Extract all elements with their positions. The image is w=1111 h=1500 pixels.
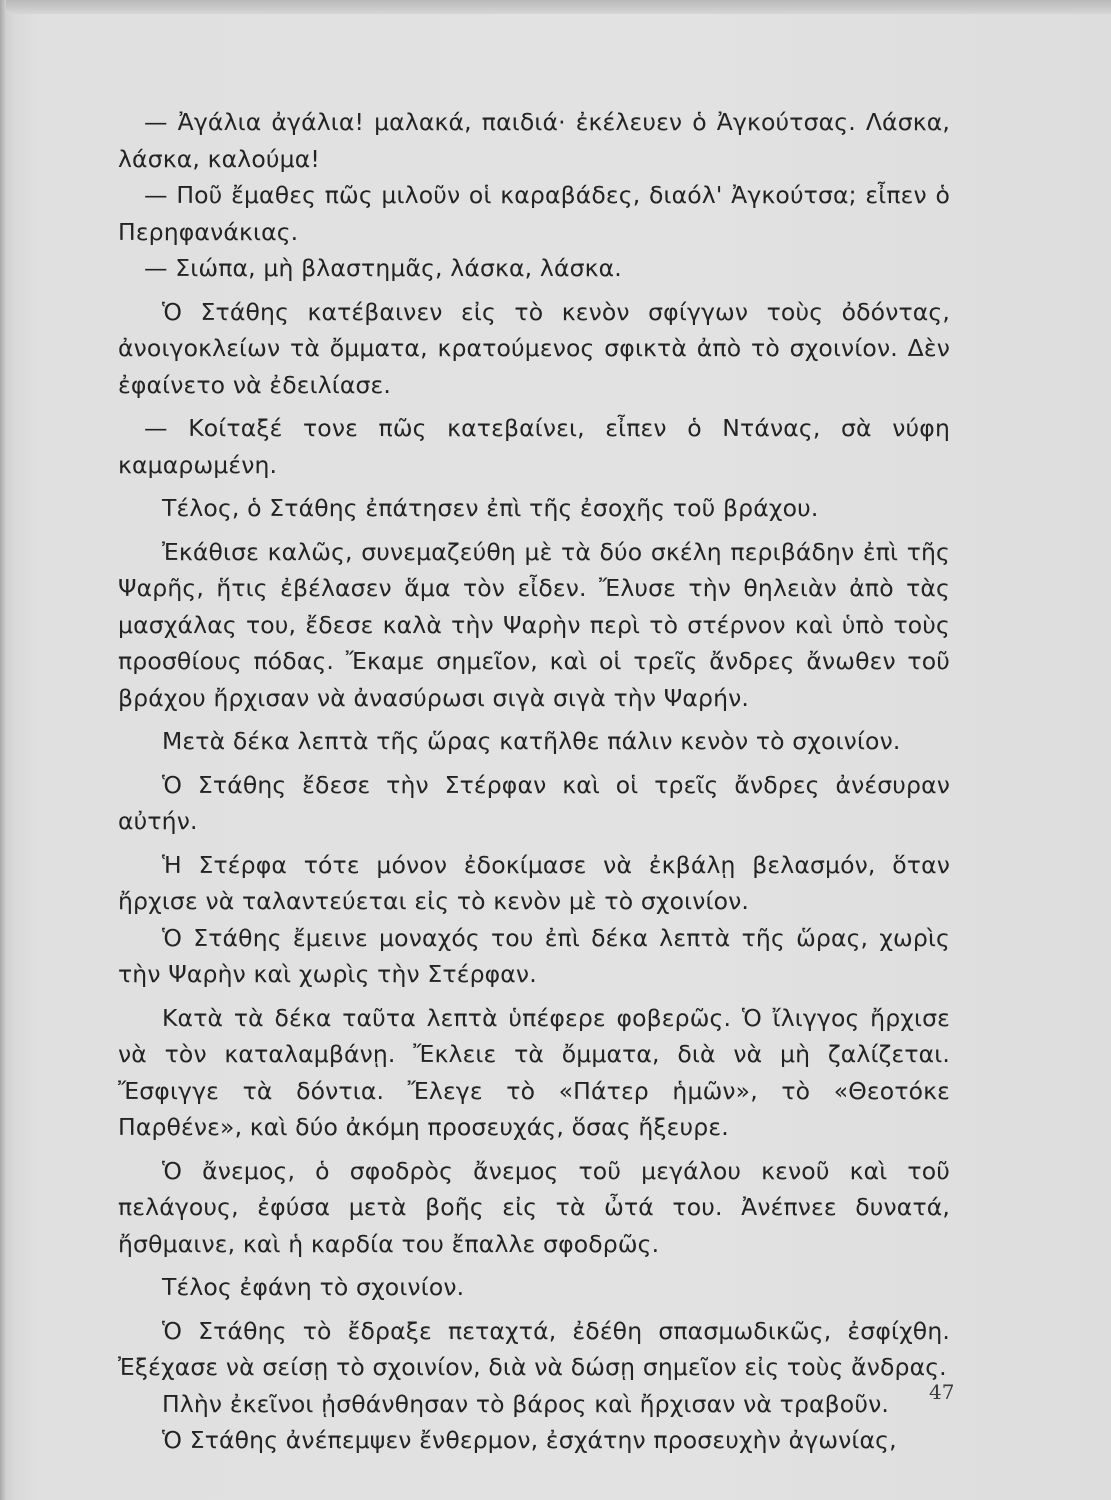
paragraph-6: Τέλος, ὁ Στάθης ἐπάτησεν ἐπὶ τῆς ἐσοχῆς τοῦ βράχου. — [162, 494, 819, 522]
paragraph-16: Πλὴν ἐκεῖνοι ᾐσθάνθησαν τὸ βάρος καὶ ἤρχισαν νὰ τραβοῦν. — [162, 1389, 889, 1418]
paragraph-14: Τέλος ἐφάνη τὸ σχοινίον. — [162, 1273, 465, 1301]
paragraph-8: Μετὰ δέκα λεπτὰ τῆς ὥρας κατῆλθε πάλιν κενὸν τὸ σχοινίον. — [162, 727, 901, 755]
paragraph-11: Ὁ Στάθης ἔμεινε μοναχός του ἐπὶ δέκα λεπτὰ τῆς ὥρας, χωρὶς τὴν Ψαρὴν καὶ χωρὶς τὴν Στέρφαν. — [118, 923, 950, 988]
paragraph-15: Ὁ Στάθης τὸ ἔδραξε πεταχτά, ἐδέθη σπασμωδικῶς, ἐσφίχθη. Ἐξέχασε νὰ σείσῃ τὸ σχοινίον, διὰ νὰ δώσῃ σημεῖον εἰς τοὺς ἄνδρας. — [118, 1316, 950, 1381]
paragraph-3: — Σιώπα, μὴ βλαστημᾶς, λάσκα, λάσκα. — [144, 254, 622, 282]
body-text — [118, 104, 950, 1459]
paragraph-7: Ἐκάθισε καλῶς, συνεμαζεύθη μὲ τὰ δύο σκέλη περιβάδην ἐπὶ τῆς Ψαρῆς, ἥτις ἐβέλασεν ἅμα τὸν εἶδεν. Ἔλυσε τὴν θηλειὰν ἀπὸ τὰς μασχάλας του, ἔδεσε καλὰ τὴν Ψαρὴν περὶ τὸ στέρνον καὶ ὑπὸ τοὺς προσθίους πόδας. Ἔκαμε σημεῖον, καὶ οἱ τρεῖς ἄνδρες ἄνωθεν τοῦ βράχου ἤρχισαν νὰ ἀνασύρωσι σιγὰ σιγὰ τὴν Ψαρήν. — [118, 537, 950, 712]
paragraph-12: Κατὰ τὰ δέκα ταῦτα λεπτὰ ὑπέφερε φοβερῶς. Ὁ ἴλιγγος ἤρχισε νὰ τὸν καταλαμβάνῃ. Ἔκλειε τὰ ὄμματα, διὰ νὰ μὴ ζαλίζεται. Ἔσφιγγε τὰ δόντια. Ἔλεγε τὸ «Πάτερ ἡμῶν», τὸ «Θεοτόκε Παρθένε», καὶ δύο ἀκόμη προσευχάς, ὅσας ἤξευρε. — [118, 1003, 950, 1141]
paragraph-9: Ὁ Στάθης ἔδεσε τὴν Στέρφαν καὶ οἱ τρεῖς ἄνδρες ἀνέσυραν αὐτήν. — [118, 770, 950, 835]
paragraph-1: — Ἀγάλια ἀγάλια! μαλακά, παιδιά· ἐκέλευεν ὁ Ἀγκούτσας. Λάσκα, λάσκα, καλούμα! — [118, 108, 950, 173]
paragraph-17: Ὁ Στάθης ἀνέπεμψεν ἔνθερμον, ἐσχάτην προσευχὴν ἀγωνίας, — [162, 1426, 897, 1454]
page-top-shadow — [0, 0, 1111, 14]
paragraph-13: Ὁ ἄνεμος, ὁ σφοδρὸς ἄνεμος τοῦ μεγάλου κενοῦ καὶ τοῦ πελάγους, ἐφύσα μετὰ βοῆς εἰς τὰ ὦτά του. Ἀνέπνεε δυνατά, ἤσθμαινε, καὶ ἡ καρδία του ἔπαλλε σφοδρῶς. — [118, 1156, 950, 1258]
paragraph-2: — Ποῦ ἔμαθες πῶς μιλοῦν οἱ καραβάδες, διαόλ' Ἀγκούτσα; εἶπεν ὁ Περηφανάκιας. — [118, 181, 950, 246]
paragraph-4: Ὁ Στάθης κατέβαινεν εἰς τὸ κενὸν σφίγγων τοὺς ὀδόντας, ἀνοιγοκλείων τὰ ὄμματα, κρατούμενος σφικτὰ ἀπὸ τὸ σχοινίον. Δὲν ἐφαίνετο νὰ ἐδειλίασε. — [118, 297, 950, 399]
paragraph-10: Ἡ Στέρφα τότε μόνον ἐδοκίμασε νὰ ἐκβάλῃ βελασμόν, ὅταν ἤρχισε νὰ ταλαντεύεται εἰς τὸ κενὸν μὲ τὸ σχοινίον. — [118, 850, 950, 915]
page-binding-edge — [0, 0, 6, 1500]
paragraph-5: — Κοίταξέ τονε πῶς κατεβαίνει, εἶπεν ὁ Ντάνας, σὰ νύφη καμαρωμένη. — [118, 414, 950, 479]
page-number: 47 — [929, 1380, 955, 1404]
